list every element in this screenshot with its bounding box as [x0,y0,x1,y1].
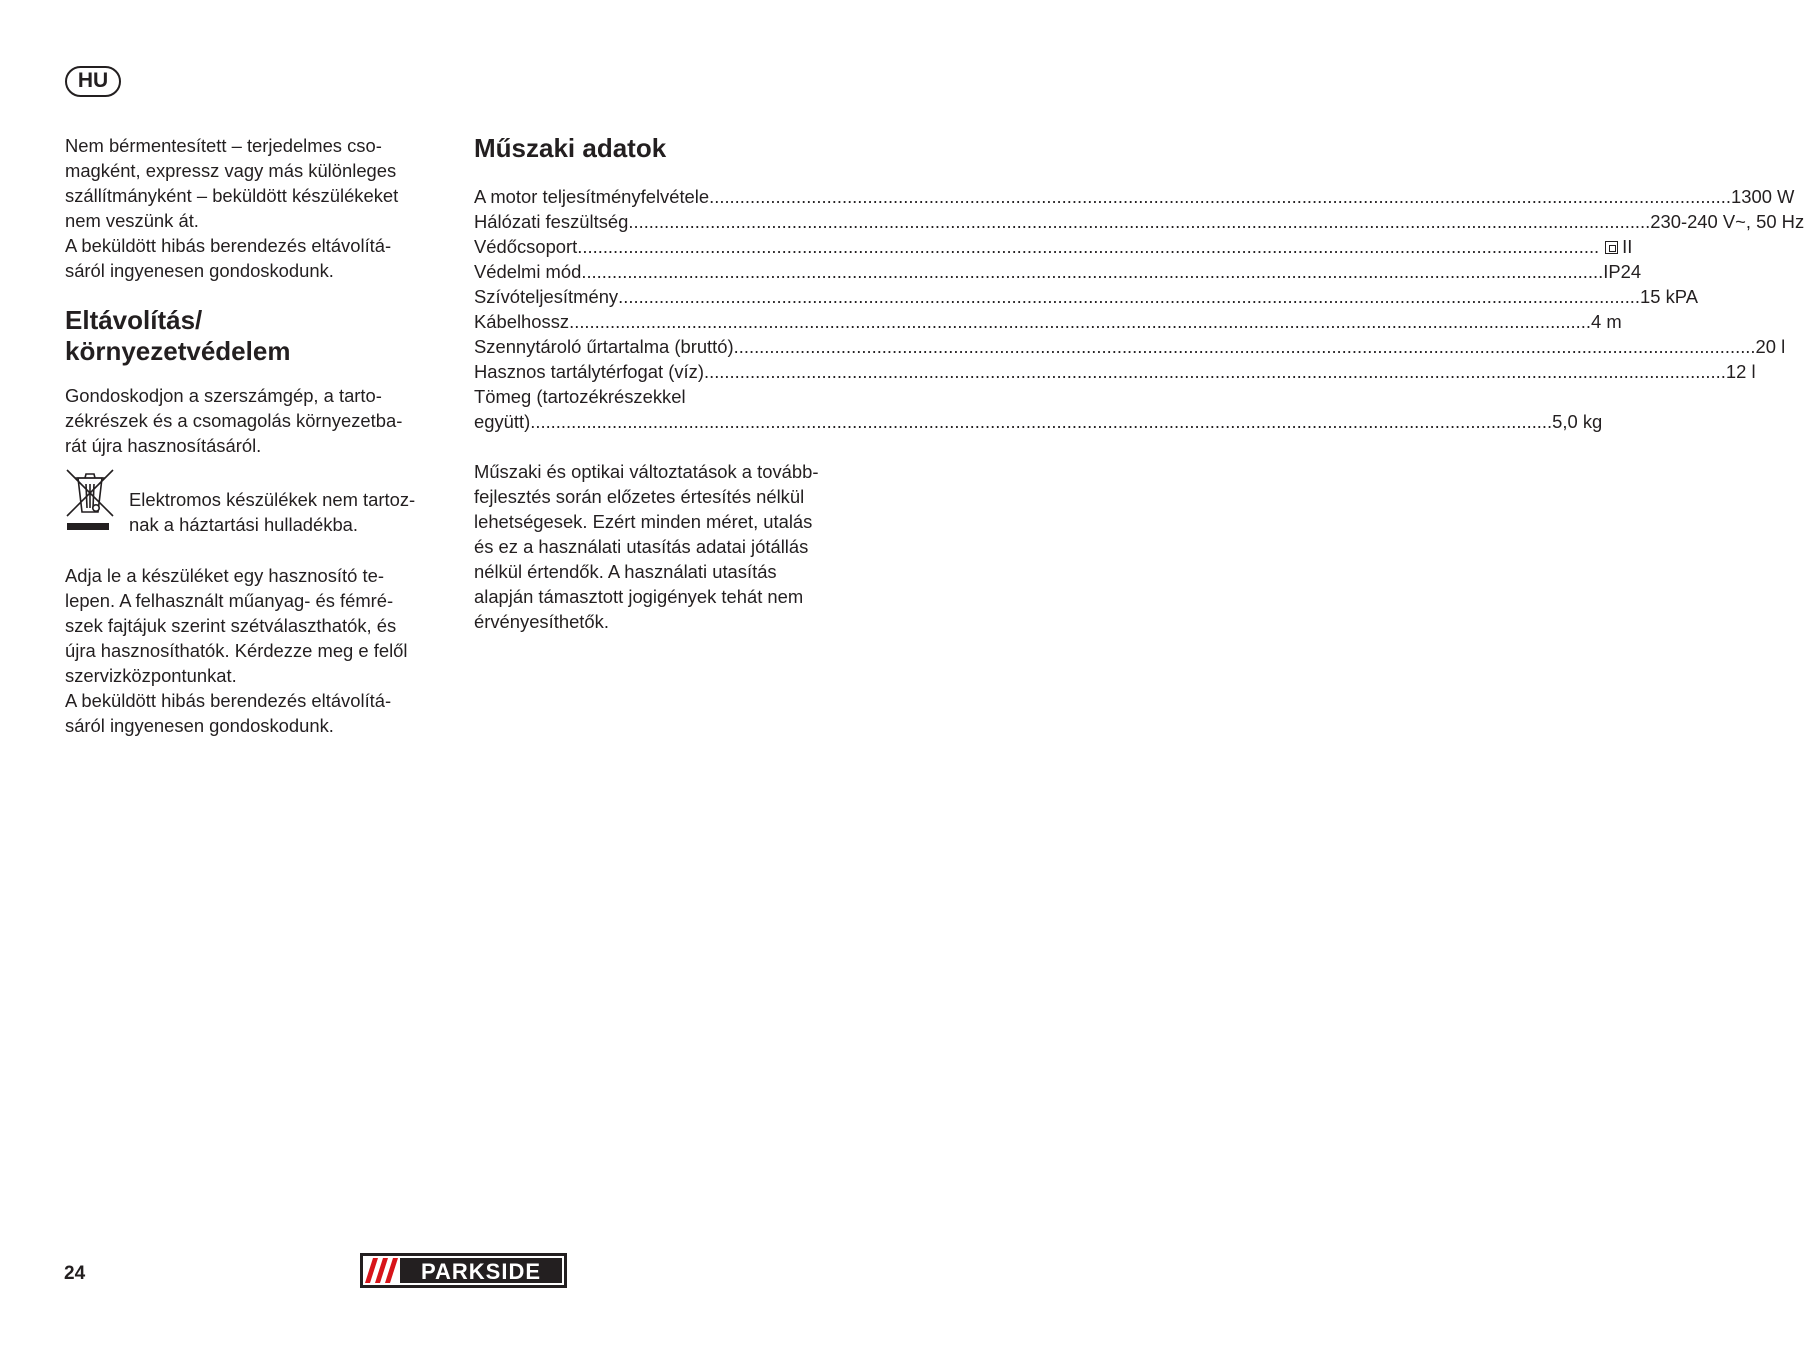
text-line: érvényesíthetők. [474,611,609,632]
text-line: nélkül értendők. A használati utasítás [474,561,777,582]
spec-value: 5,0 kg [1552,411,1603,432]
text-line: szek fajtájuk szerint szétválaszthatók, és [65,615,397,636]
crossed-bin-icon [65,468,115,530]
spec-label: együtt) [474,411,531,432]
weee-text [129,487,415,537]
spec-row [474,209,1804,234]
spec-row [474,184,1795,209]
text-line: sáról ingyenesen gondoskodunk. [65,260,334,281]
text-line: magként, expressz vagy más különleges [65,160,397,181]
spec-row [474,234,1633,259]
spec-label: Védelmi mód [474,261,582,282]
spec-label: Hasznos tartálytérfogat (víz) [474,361,704,382]
recycling-paragraph [65,383,450,458]
text-line: lehetségesek. Ezért minden méret, utalás [474,511,813,532]
spec-leader: ........................................................................................................................................................................................................ [569,311,1591,332]
spec-value: 1300 W [1731,186,1795,207]
spec-label: Tömeg (tartozékrészekkel [474,386,686,407]
left-column [65,133,450,738]
technical-notice-paragraph [474,459,852,634]
text-line: lepen. A felhasznált műanyag- és fémré- [65,590,394,611]
page-number: 24 [64,1263,86,1284]
text-line: A beküldött hibás berendezés eltávolítá- [65,235,392,256]
spec-row [474,409,1603,434]
text-line: Nem bérmentesített – terjedelmes cso- [65,135,382,156]
spec-row [474,259,1642,284]
spec-list [474,184,1804,434]
heading-line: Eltávolítás/ [65,305,203,335]
language-badge: HU [65,66,121,97]
spec-leader: ........................................................................................................................................................................................................ [628,211,1651,232]
parkside-logo [360,1253,567,1288]
spec-leader: ........................................................................................................................................................................................................ [618,286,1641,307]
spec-row [474,334,1786,359]
technical-data-heading: Műszaki adatok [474,133,667,163]
disposal-paragraph [65,563,450,738]
text-line: nem veszünk át. [65,210,199,231]
spec-value: 12 l [1725,361,1756,382]
text-line: Gondoskodjon a szerszámgép, a tarto- [65,385,382,406]
spec-label: Védőcsoport [474,236,578,257]
logo-text: PARKSIDE [420,1259,542,1284]
spec-value: 4 m [1591,311,1622,332]
spec-leader: ........................................................................................................................................................................................................ [703,361,1726,382]
right-column [474,133,1804,634]
spec-label: Hálózati feszültség [474,211,629,232]
text-line: szállítmányként – beküldött készülékeket [65,185,399,206]
spec-leader: ........................................................................................................................................................................................................ [709,186,1732,207]
spec-value: 15 kPA [1640,286,1698,307]
text-line: Elektromos készülékek nem tartoz- [129,489,416,510]
spec-row [474,384,852,409]
spec-value: 230-240 V~, 50 Hz [1650,211,1804,232]
spec-leader: ........................................................................................................................................................................................................ [530,411,1553,432]
spec-value [1599,234,1632,259]
spec-label: Szennytároló űrtartalma (bruttó) [474,336,734,357]
text-line: A beküldött hibás berendezés eltávolítá- [65,690,392,711]
spec-leader: ........................................................................................................................................................................................................ [577,236,1600,257]
spec-leader: ........................................................................................................................................................................................................ [733,336,1756,357]
shipping-paragraph [65,133,450,283]
text-line: Műszaki és optikai változtatások a tovább- [474,461,819,482]
text-line: zékrészek és a csomagolás környezetba- [65,410,403,431]
spec-leader: ........................................................................................................................................................................................................ [581,261,1604,282]
spec-label: Kábelhossz [474,311,570,332]
spec-label: Szívóteljesítmény [474,286,619,307]
spec-value: IP24 [1603,261,1642,282]
text-line: rát újra hasznosításáról. [65,435,262,456]
text-line: és ez a használati utasítás adatai jótállás [474,536,809,557]
spec-value-text: II [1622,236,1633,257]
text-line: fejlesztés során előzetes értesítés nélkül [474,486,805,507]
spec-label: A motor teljesítményfelvétele [474,186,710,207]
spec-row [474,284,1698,309]
spec-row [474,309,1622,334]
text-line: alapján támasztott jogigények tehát nem [474,586,804,607]
disposal-heading [65,305,450,367]
protection-class-ii-icon [1605,241,1618,254]
heading-line: környezetvédelem [65,336,291,366]
weee-notice [65,468,450,538]
text-line: nak a háztartási hulladékba. [129,514,359,535]
text-line: újra hasznosíthatók. Kérdezze meg e felől [65,640,408,661]
text-line: Adja le a készüléket egy hasznosító te- [65,565,384,586]
text-line: szervizközpontunkat. [65,665,237,686]
spec-row [474,359,1756,384]
text-line: sáról ingyenesen gondoskodunk. [65,715,334,736]
spec-value: 20 l [1755,336,1786,357]
